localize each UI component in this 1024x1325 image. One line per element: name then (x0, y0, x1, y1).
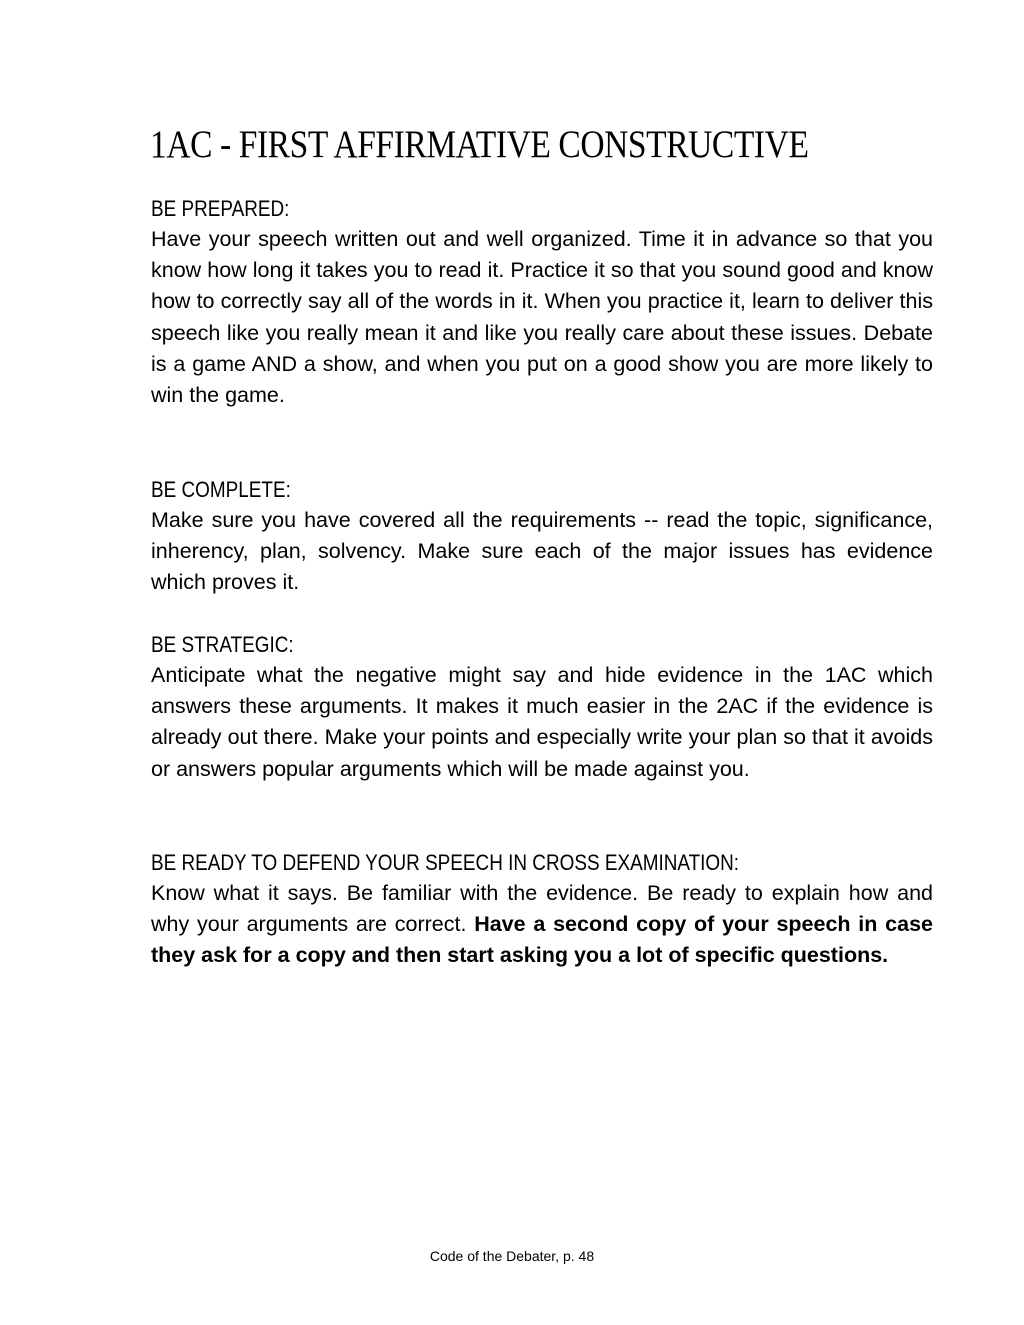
page-footer: Code of the Debater, p. 48 (429, 1248, 595, 1264)
section-body (151, 878, 933, 972)
section-body-text: Know what it says. Be familiar with the evidence. Be ready to explain how and why your arguments are correct. (151, 881, 933, 937)
section-heading: BE READY TO DEFEND YOUR SPEECH IN CROSS EXAMINATION: (151, 850, 740, 875)
section-be-prepared (151, 194, 933, 411)
page-title: 1AC - FIRST AFFIRMATIVE CONSTRUCTIVE (150, 123, 809, 166)
section-be-ready (151, 848, 933, 972)
emphasis-text: Have a second copy of your speech in case they ask for a copy and then start asking you a lot of specific questions. (151, 912, 933, 968)
section-be-strategic (151, 630, 933, 785)
section-body: Anticipate what the negative might say and hide evidence in the 1AC which answers these arguments. It makes it much easier in the 2AC if the evidence is already out there. Make your points and especially write your plan so that it avoids or answers popular arguments which will be made against you. (151, 663, 933, 781)
section-body: Make sure you have covered all the requirements -- read the topic, significance, inherency, plan, solvency. Make sure each of the major issues has evidence which proves it. (151, 508, 933, 595)
section-heading: BE PREPARED: (151, 196, 290, 221)
section-heading: BE COMPLETE: (151, 477, 291, 502)
section-heading: BE STRATEGIC: (151, 632, 294, 657)
section-body: Have your speech written out and well organized. Time it in advance so that you know how long it takes you to read it. Practice it so that you sound good and know how to correctly say all of the words in it. When you practice it, learn to deliver this speech like you really mean it and like you really care about these issues. Debate is a game AND a show, and when you put on a good show you are more likely to win the game. (151, 227, 933, 408)
section-be-complete (151, 475, 933, 599)
